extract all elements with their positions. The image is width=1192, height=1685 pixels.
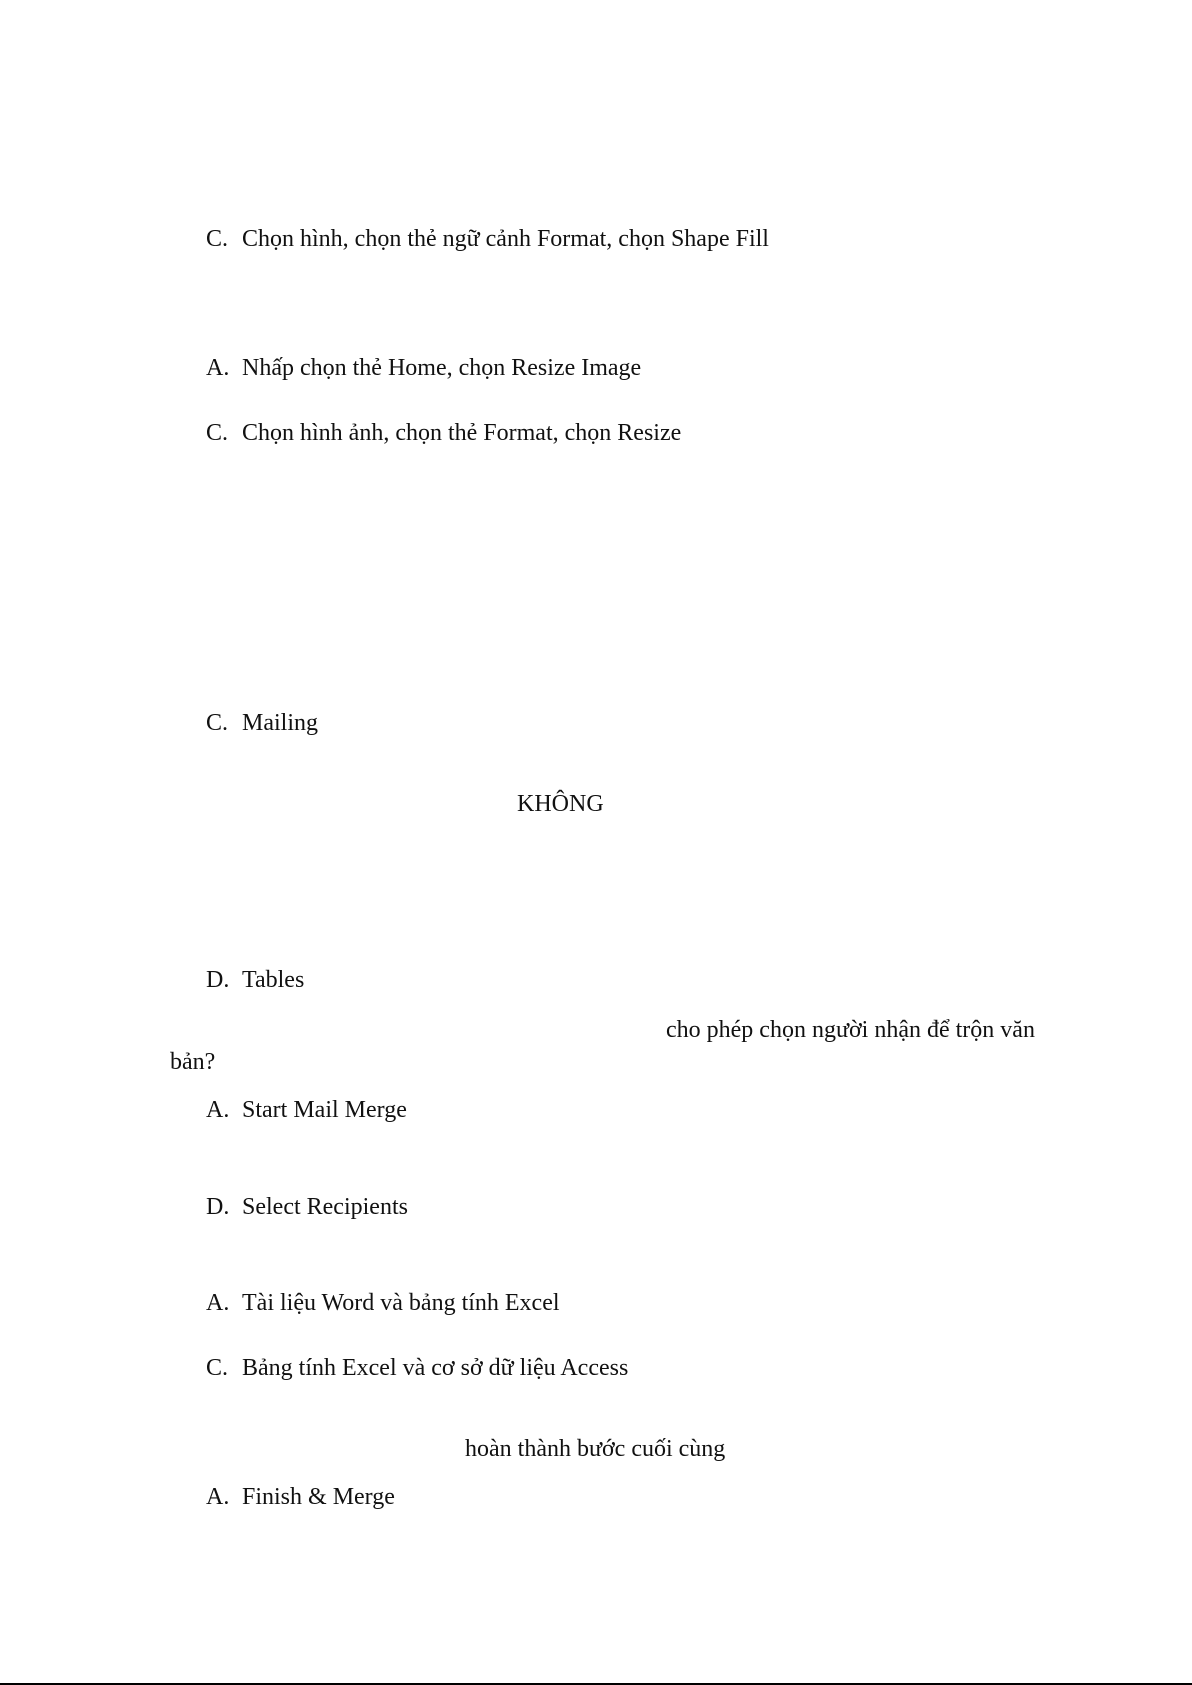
option-letter: D. bbox=[206, 967, 230, 993]
option-letter: A. bbox=[206, 1484, 230, 1510]
option-letter: D. bbox=[206, 1194, 230, 1220]
option-text: Select Recipients bbox=[242, 1194, 408, 1220]
option-c-resize bbox=[206, 418, 681, 448]
option-d-tables bbox=[206, 965, 304, 995]
option-a-resize-image bbox=[206, 353, 641, 383]
emphasis-word: KHÔNG bbox=[517, 791, 604, 817]
option-a-word-excel bbox=[206, 1288, 560, 1318]
option-c-excel-access bbox=[206, 1353, 628, 1383]
option-text: Finish & Merge bbox=[242, 1484, 395, 1510]
option-c-mailing bbox=[206, 708, 318, 738]
option-letter: C. bbox=[206, 1355, 229, 1381]
option-a-finish-merge bbox=[206, 1482, 395, 1512]
question-fragment-final-step: hoàn thành bước cuối cùng bbox=[465, 1436, 726, 1462]
option-text: Start Mail Merge bbox=[242, 1097, 407, 1123]
question-fragment-continued: bản? bbox=[170, 1049, 216, 1075]
option-a-start-mail-merge bbox=[206, 1095, 407, 1125]
option-text: Nhấp chọn thẻ Home, chọn Resize Image bbox=[242, 355, 642, 381]
option-d-select-recipients bbox=[206, 1192, 408, 1222]
option-text: Tài liệu Word và bảng tính Excel bbox=[242, 1290, 560, 1316]
option-letter: C. bbox=[206, 420, 229, 446]
option-letter: A. bbox=[206, 1290, 230, 1316]
option-text: Bảng tính Excel và cơ sở dữ liệu Access bbox=[242, 1355, 629, 1381]
option-letter: C. bbox=[206, 226, 229, 252]
option-text: Chọn hình, chọn thẻ ngữ cảnh Format, chọn Shape Fill bbox=[242, 226, 769, 252]
option-letter: A. bbox=[206, 355, 230, 381]
option-letter: C. bbox=[206, 710, 229, 736]
option-letter: A. bbox=[206, 1097, 230, 1123]
option-text: Chọn hình ảnh, chọn thẻ Format, chọn Resize bbox=[242, 420, 682, 446]
option-text: Mailing bbox=[242, 710, 318, 736]
option-c-shape-fill bbox=[206, 224, 769, 254]
question-fragment: cho phép chọn người nhận để trộn văn bbox=[666, 1017, 1035, 1043]
option-text: Tables bbox=[242, 967, 305, 993]
